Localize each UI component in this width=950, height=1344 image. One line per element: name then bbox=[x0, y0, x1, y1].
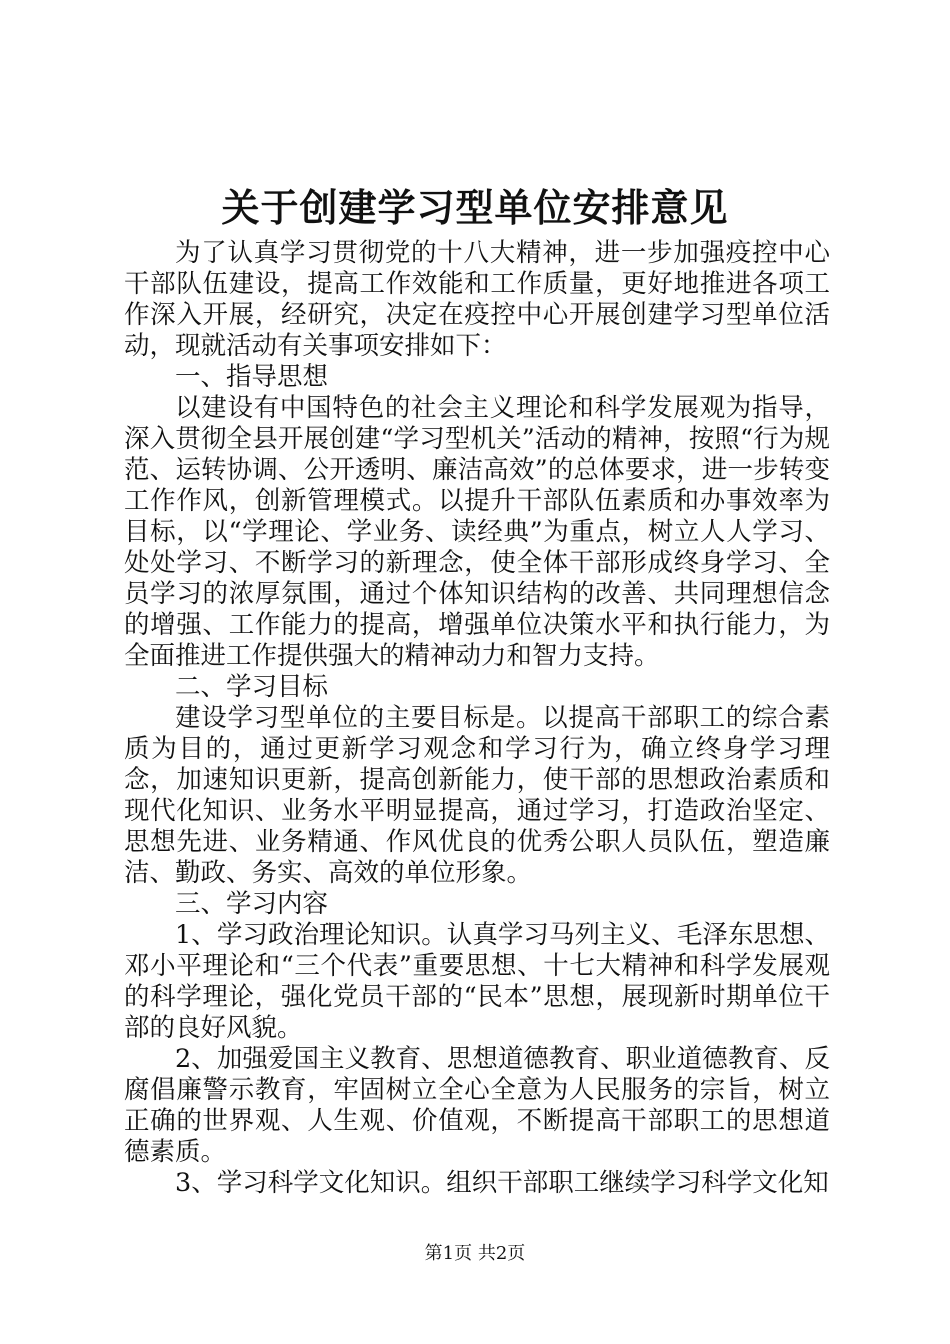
paragraph-learning-goals: 建设学习型单位的主要目标是。以提高干部职工的综合素质为目的，通过更新学习观念和学习行为，确立终身学习理念，加速知识更新，提高创新能力，使干部的思想政治素质和现代化知识、业务水平明显提高，通过学习，打造政治坚定、思想先进、业务精通、作风优良的优秀公职人员队伍，塑造廉洁、勤政、务实、高效的单位形象。 bbox=[124, 703, 830, 888]
paragraph-content-item-3: 3、学习科学文化知识。组织干部职工继续学习科学文化知 bbox=[175, 1168, 829, 1198]
paragraph-intro: 为了认真学习贯彻党的十八大精神，进一步加强疫控中心干部队伍建设，提高工作效能和工作质量，更好地推进各项工作深入开展，经研究，决定在疫控中心开展创建学习型单位活动，现就活动有关事项安排如下： bbox=[124, 238, 830, 361]
section-heading-guiding-thought: 一、指导思想 bbox=[175, 362, 329, 392]
section-heading-learning-goals: 二、学习目标 bbox=[175, 672, 329, 702]
paragraph-guiding-thought: 以建设有中国特色的社会主义理论和科学发展观为指导，深入贯彻全县开展创建“学习型机关”活动的精神，按照“行为规范、运转协调、公开透明、廉洁高效”的总体要求，进一步转变工作作风，创新管理模式。以提升干部队伍素质和办事效率为目标，以“学理论、学业务、读经典”为重点，树立人人学习、处处学习、不断学习的新理念，使全体干部形成终身学习、全员学习的浓厚氛围，通过个体知识结构的改善、共同理想信念的增强、工作能力的提高，增强单位决策水平和执行能力，为全面推进工作提供强大的精神动力和智力支持。 bbox=[124, 393, 830, 671]
document-body bbox=[124, 238, 830, 1199]
paragraph-content-item-1: 1、学习政治理论知识。认真学习马列主义、毛泽东思想、邓小平理论和“三个代表”重要思想、十七大精神和科学发展观的科学理论，强化党员干部的“民本”思想，展现新时期单位干部的良好风貌。 bbox=[124, 920, 830, 1043]
paragraph-content-item-2: 2、加强爱国主义教育、思想道德教育、职业道德教育、反腐倡廉警示教育，牢固树立全心全意为人民服务的宗旨，树立正确的世界观、人生观、价值观，不断提高干部职工的思想道德素质。 bbox=[124, 1044, 830, 1167]
document-title: 关于创建学习型单位安排意见 bbox=[221, 185, 729, 230]
page-footer: 第1页 共2页 bbox=[424, 1243, 526, 1264]
section-heading-learning-content: 三、学习内容 bbox=[175, 889, 329, 919]
